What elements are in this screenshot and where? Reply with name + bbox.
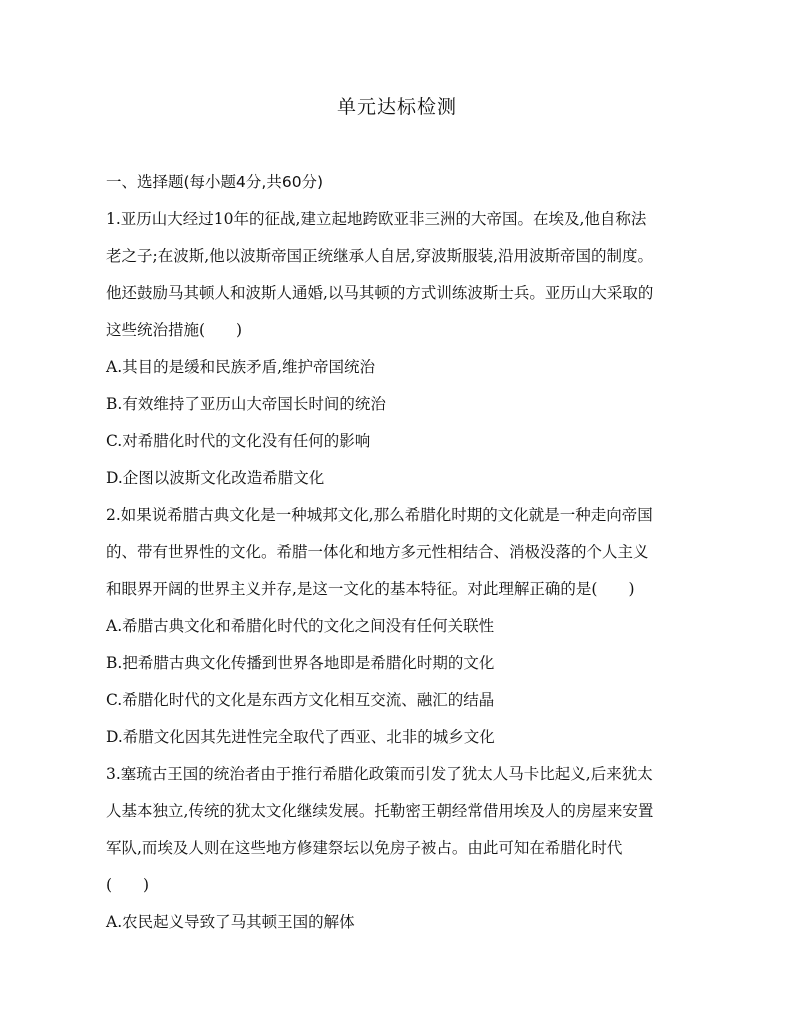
option-b: B.把希腊古典文化传播到世界各地即是希腊化时期的文化 (106, 654, 495, 672)
option-a: A.希腊古典文化和希腊化时代的文化之间没有任何关联性 (106, 617, 495, 635)
option-d: D.希腊文化因其先进性完全取代了西亚、北非的城乡文化 (106, 728, 495, 746)
question-1 (106, 201, 706, 497)
section-heading: 一、选择题(每小题4分,共60分) (106, 173, 324, 191)
option-a: A.其目的是缓和民族矛盾,维护帝国统治 (106, 358, 376, 376)
question-3 (106, 756, 706, 941)
question-stem-line: 他还鼓励马其顿人和波斯人通婚,以马其顿的方式训练波斯士兵。亚历山大采取的 (106, 284, 654, 302)
page-title: 单元达标检测 (336, 96, 457, 118)
option-c: C.希腊化时代的文化是东西方文化相互交流、融汇的结晶 (106, 691, 495, 709)
question-stem-line: 老之子;在波斯,他以波斯帝国正统继承人自居,穿波斯服装,沿用波斯帝国的制度。 (106, 247, 654, 265)
option-a: A.农民起义导致了马其顿王国的解体 (106, 913, 355, 931)
question-2 (106, 497, 706, 756)
question-stem-line: 2.如果说希腊古典文化是一种城邦文化,那么希腊化时期的文化就是一种走向帝国 (106, 506, 653, 524)
option-b: B.有效维持了亚历山大帝国长时间的统治 (106, 395, 386, 413)
question-stem-line: 的、带有世界性的文化。希腊一体化和地方多元性相结合、消极没落的个人主义 (106, 543, 649, 561)
question-stem-line: 3.塞琉古王国的统治者由于推行希腊化政策而引发了犹太人马卡比起义,后来犹太 (106, 765, 653, 783)
question-stem-line: 1.亚历山大经过10年的征战,建立起地跨欧亚非三洲的大帝国。在埃及,他自称法 (106, 210, 647, 228)
question-stem-line: 和眼界开阔的世界主义并存,是这一文化的基本特征。对此理解正确的是( ) (106, 580, 635, 598)
option-c: C.对希腊化时代的文化没有任何的影响 (106, 432, 371, 450)
exam-body (106, 164, 706, 941)
option-d: D.企图以波斯文化改造希腊文化 (106, 469, 325, 487)
question-stem-line: 人基本独立,传统的犹太文化继续发展。托勒密王朝经常借用埃及人的房屋来安置 (106, 802, 654, 820)
question-stem-line: 军队,而埃及人则在这些地方修建祭坛以免房子被占。由此可知在希腊化时代 (106, 839, 623, 857)
question-stem-line: ( ) (106, 876, 150, 894)
question-stem-line: 这些统治措施( ) (106, 321, 243, 339)
